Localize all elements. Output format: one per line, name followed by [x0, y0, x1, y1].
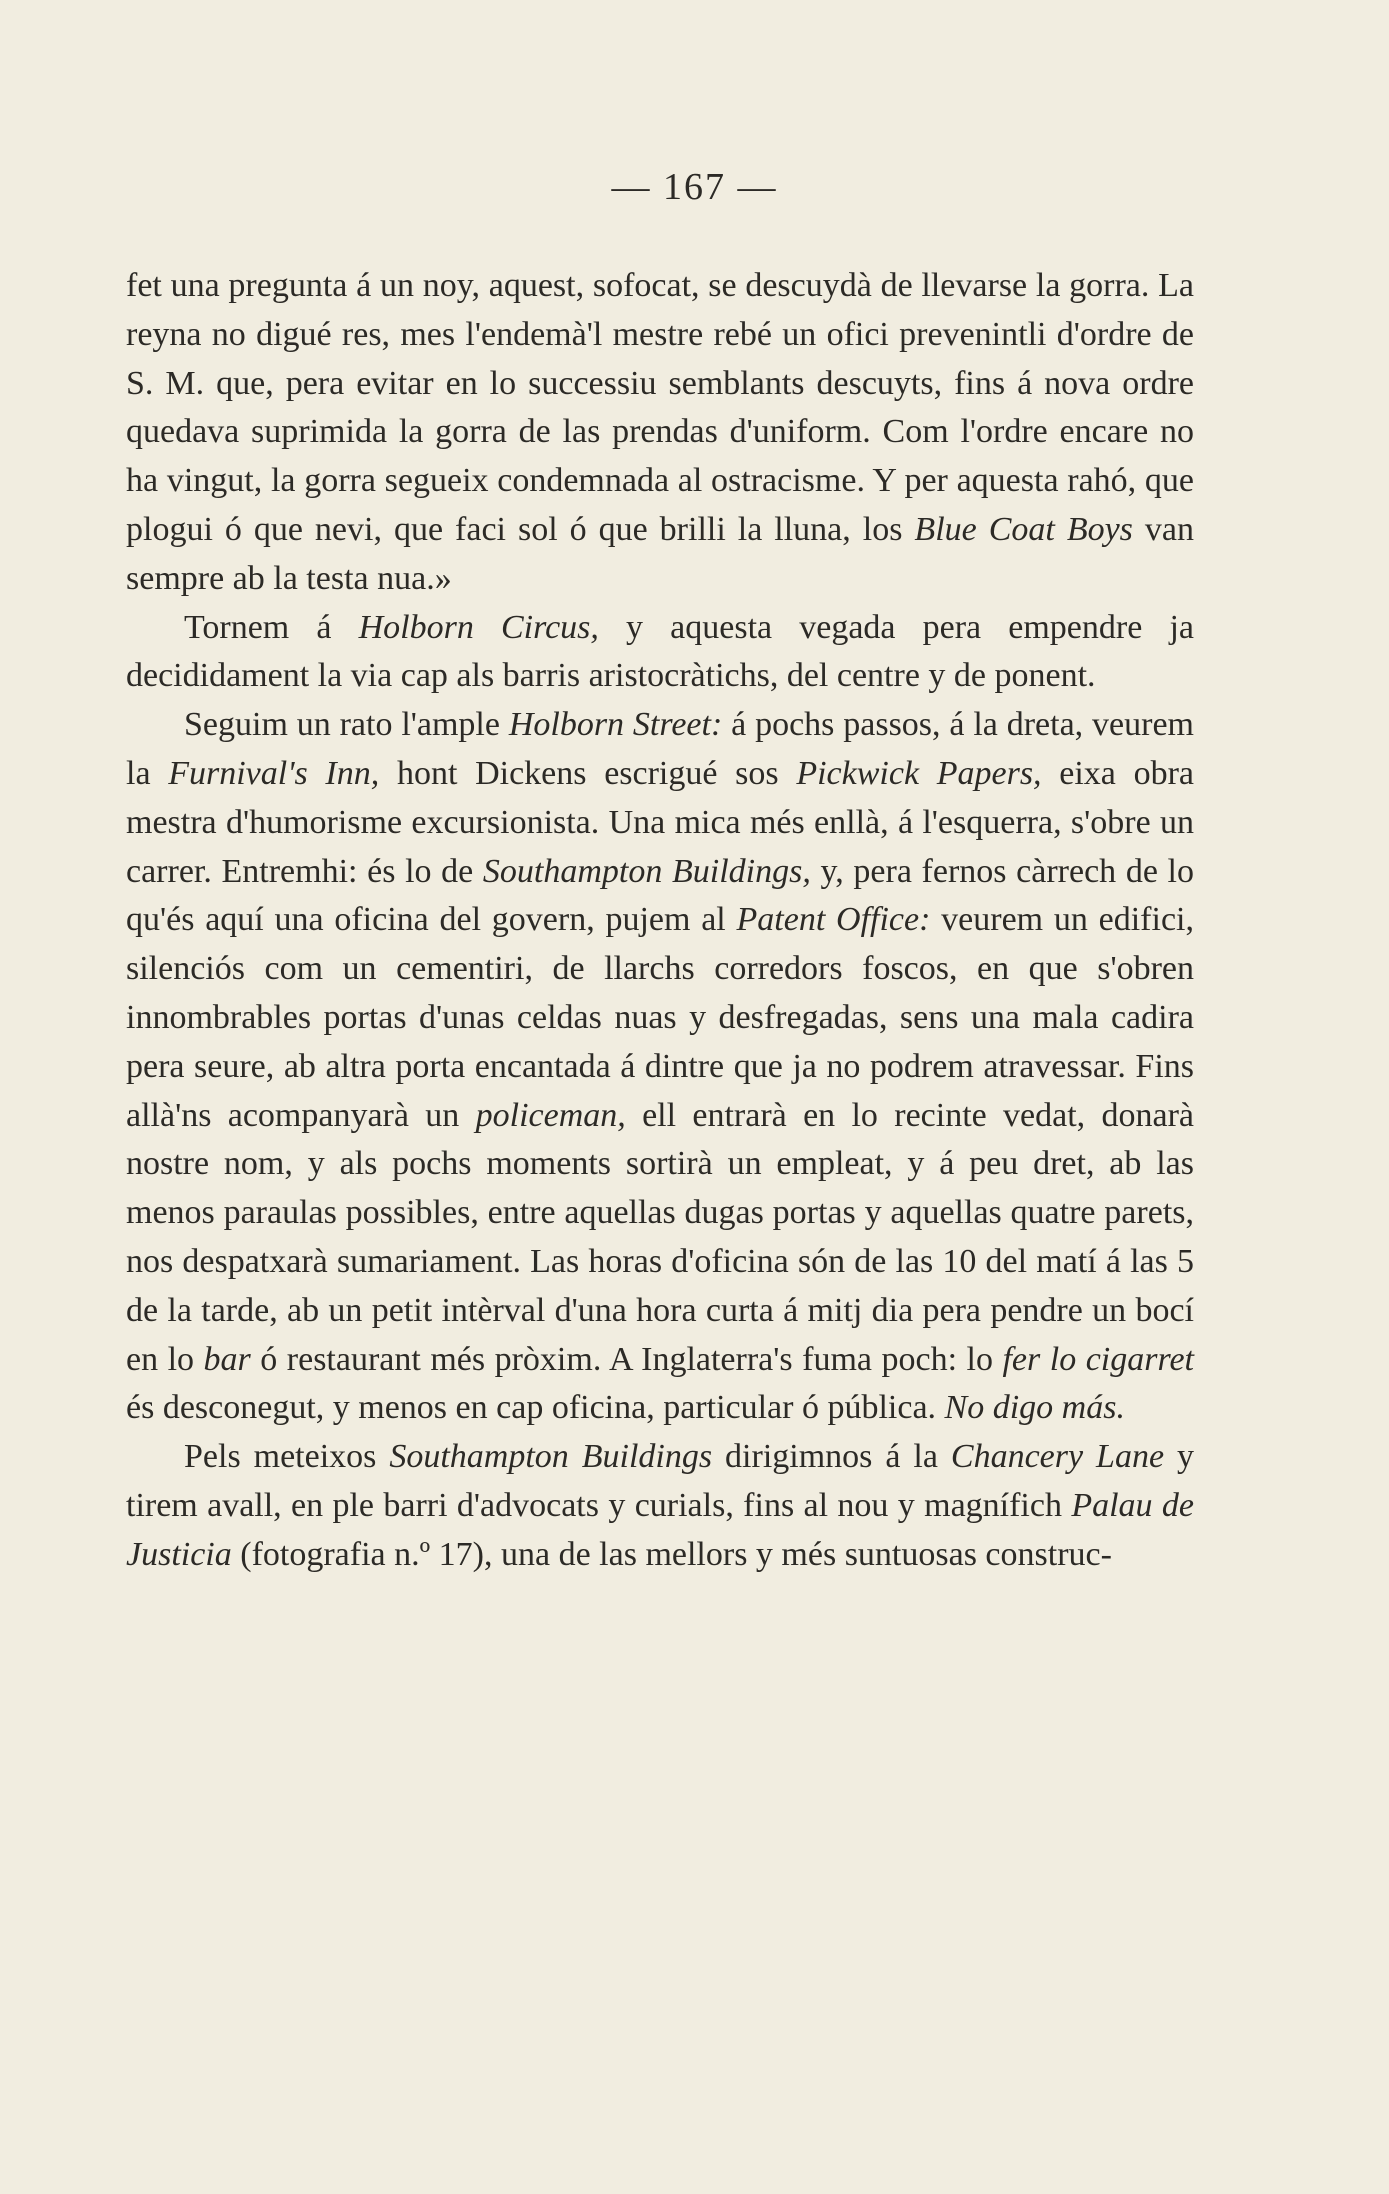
text-run: ell entrarà en lo recinte vedat, donarà nostre nom, y als pochs moments sortirà un empleat, y á peu dret, ab las menos paraulas possibles, entre aquellas dugas portas y aquellas quatre parets, nos despatxarà sumariament. Las horas d'oficina són de las 10 del matí á las 5 de la tarde, ab un petit intèrval d'una hora curta á mitj dia pera pendre un bocí en lo	[126, 1096, 1194, 1378]
text-run: veurem un edifici, silenciós com un cementiri, de llarchs corredors foscos, en que s'obren innombrables portas d'unas celdas nuas y desfregadas, sens una mala cadira pera seure, ab altra porta encantada á dintre que ja no podrem atravessar. Fins allà'ns acompanyarà un	[126, 901, 1194, 1134]
paragraph	[126, 1433, 1194, 1579]
paragraph	[126, 262, 1194, 604]
italic-text: bar	[203, 1340, 251, 1378]
italic-text: Southampton Buildings,	[482, 852, 811, 890]
text-run: Seguim un rato l'ample	[184, 706, 509, 744]
text-run: Tornem á	[184, 608, 359, 646]
page-number: — 167 —	[611, 166, 778, 208]
italic-text: Palau de Justicia	[126, 1486, 1194, 1573]
text-run: eixa obra mestra d'humorisme excursionista. Una mica més enllà, á l'esquerra, s'obre un carrer. Entremhi: és lo de	[126, 754, 1194, 890]
italic-text: Patent Office:	[736, 901, 931, 939]
italic-text: Furnival's Inn,	[168, 754, 380, 792]
italic-text: Southampton Buildings	[389, 1438, 713, 1476]
paragraph	[126, 604, 1194, 702]
body-text	[126, 262, 1194, 1580]
italic-text: No digo más.	[944, 1389, 1125, 1427]
italic-text: Pickwick Papers,	[796, 754, 1042, 792]
text-run: Pels meteixos	[184, 1438, 390, 1476]
text-run: hont Dickens escrigué sos	[379, 754, 797, 792]
text-run: y tirem avall, en ple barri d'advocats y curials, fins al nou y magnífich	[126, 1438, 1194, 1524]
text-run: ó restaurant més pròxim. A Inglaterra's fuma poch: lo	[250, 1340, 1003, 1378]
text-run: van sempre ab la testa nua.»	[126, 510, 1194, 597]
paragraph	[126, 701, 1194, 1433]
italic-text: Chancery Lane	[950, 1438, 1165, 1476]
text-run: fet una pregunta á un noy, aquest, sofocat, se descuydà de llevarse la gorra. La reyna no digué res, mes l'endemà'l mestre rebé un ofici prevenintli d'ordre de S. M. que, pera evitar en lo successiu semblants descuyts, fins á nova ordre quedava suprimida la gorra de las prendas d'uniform. Com l'ordre encare no ha vingut, la gorra segueix condemnada al ostracisme. Y per aquesta rahó, que plogui ó que nevi, que faci sol ó que brilli la lluna, los	[126, 267, 1194, 548]
italic-text: policeman,	[475, 1096, 626, 1134]
text-run: dirigimnos á la	[712, 1438, 951, 1476]
text-run: á pochs passos, á la dreta, veurem la	[126, 706, 1194, 792]
text-run: y aquesta vegada pera empendre ja decididament la via cap als barris aristocràtichs, del centre y de ponent.	[126, 608, 1194, 695]
text-run: (fotografia n.º 17), una de las mellors y més suntuosas construc-	[231, 1535, 1112, 1573]
italic-text: Blue Coat Boys	[914, 510, 1133, 548]
italic-text: fer lo cigarret	[1002, 1340, 1194, 1378]
italic-text: Holborn Street:	[508, 706, 723, 744]
italic-text: Holborn Circus,	[358, 608, 599, 646]
text-run: y, pera fernos càrrech de lo qu'és aquí una oficina del govern, pujem al	[126, 852, 1194, 939]
text-run: és desconegut, y menos en cap oficina, particular ó pública.	[126, 1389, 945, 1427]
